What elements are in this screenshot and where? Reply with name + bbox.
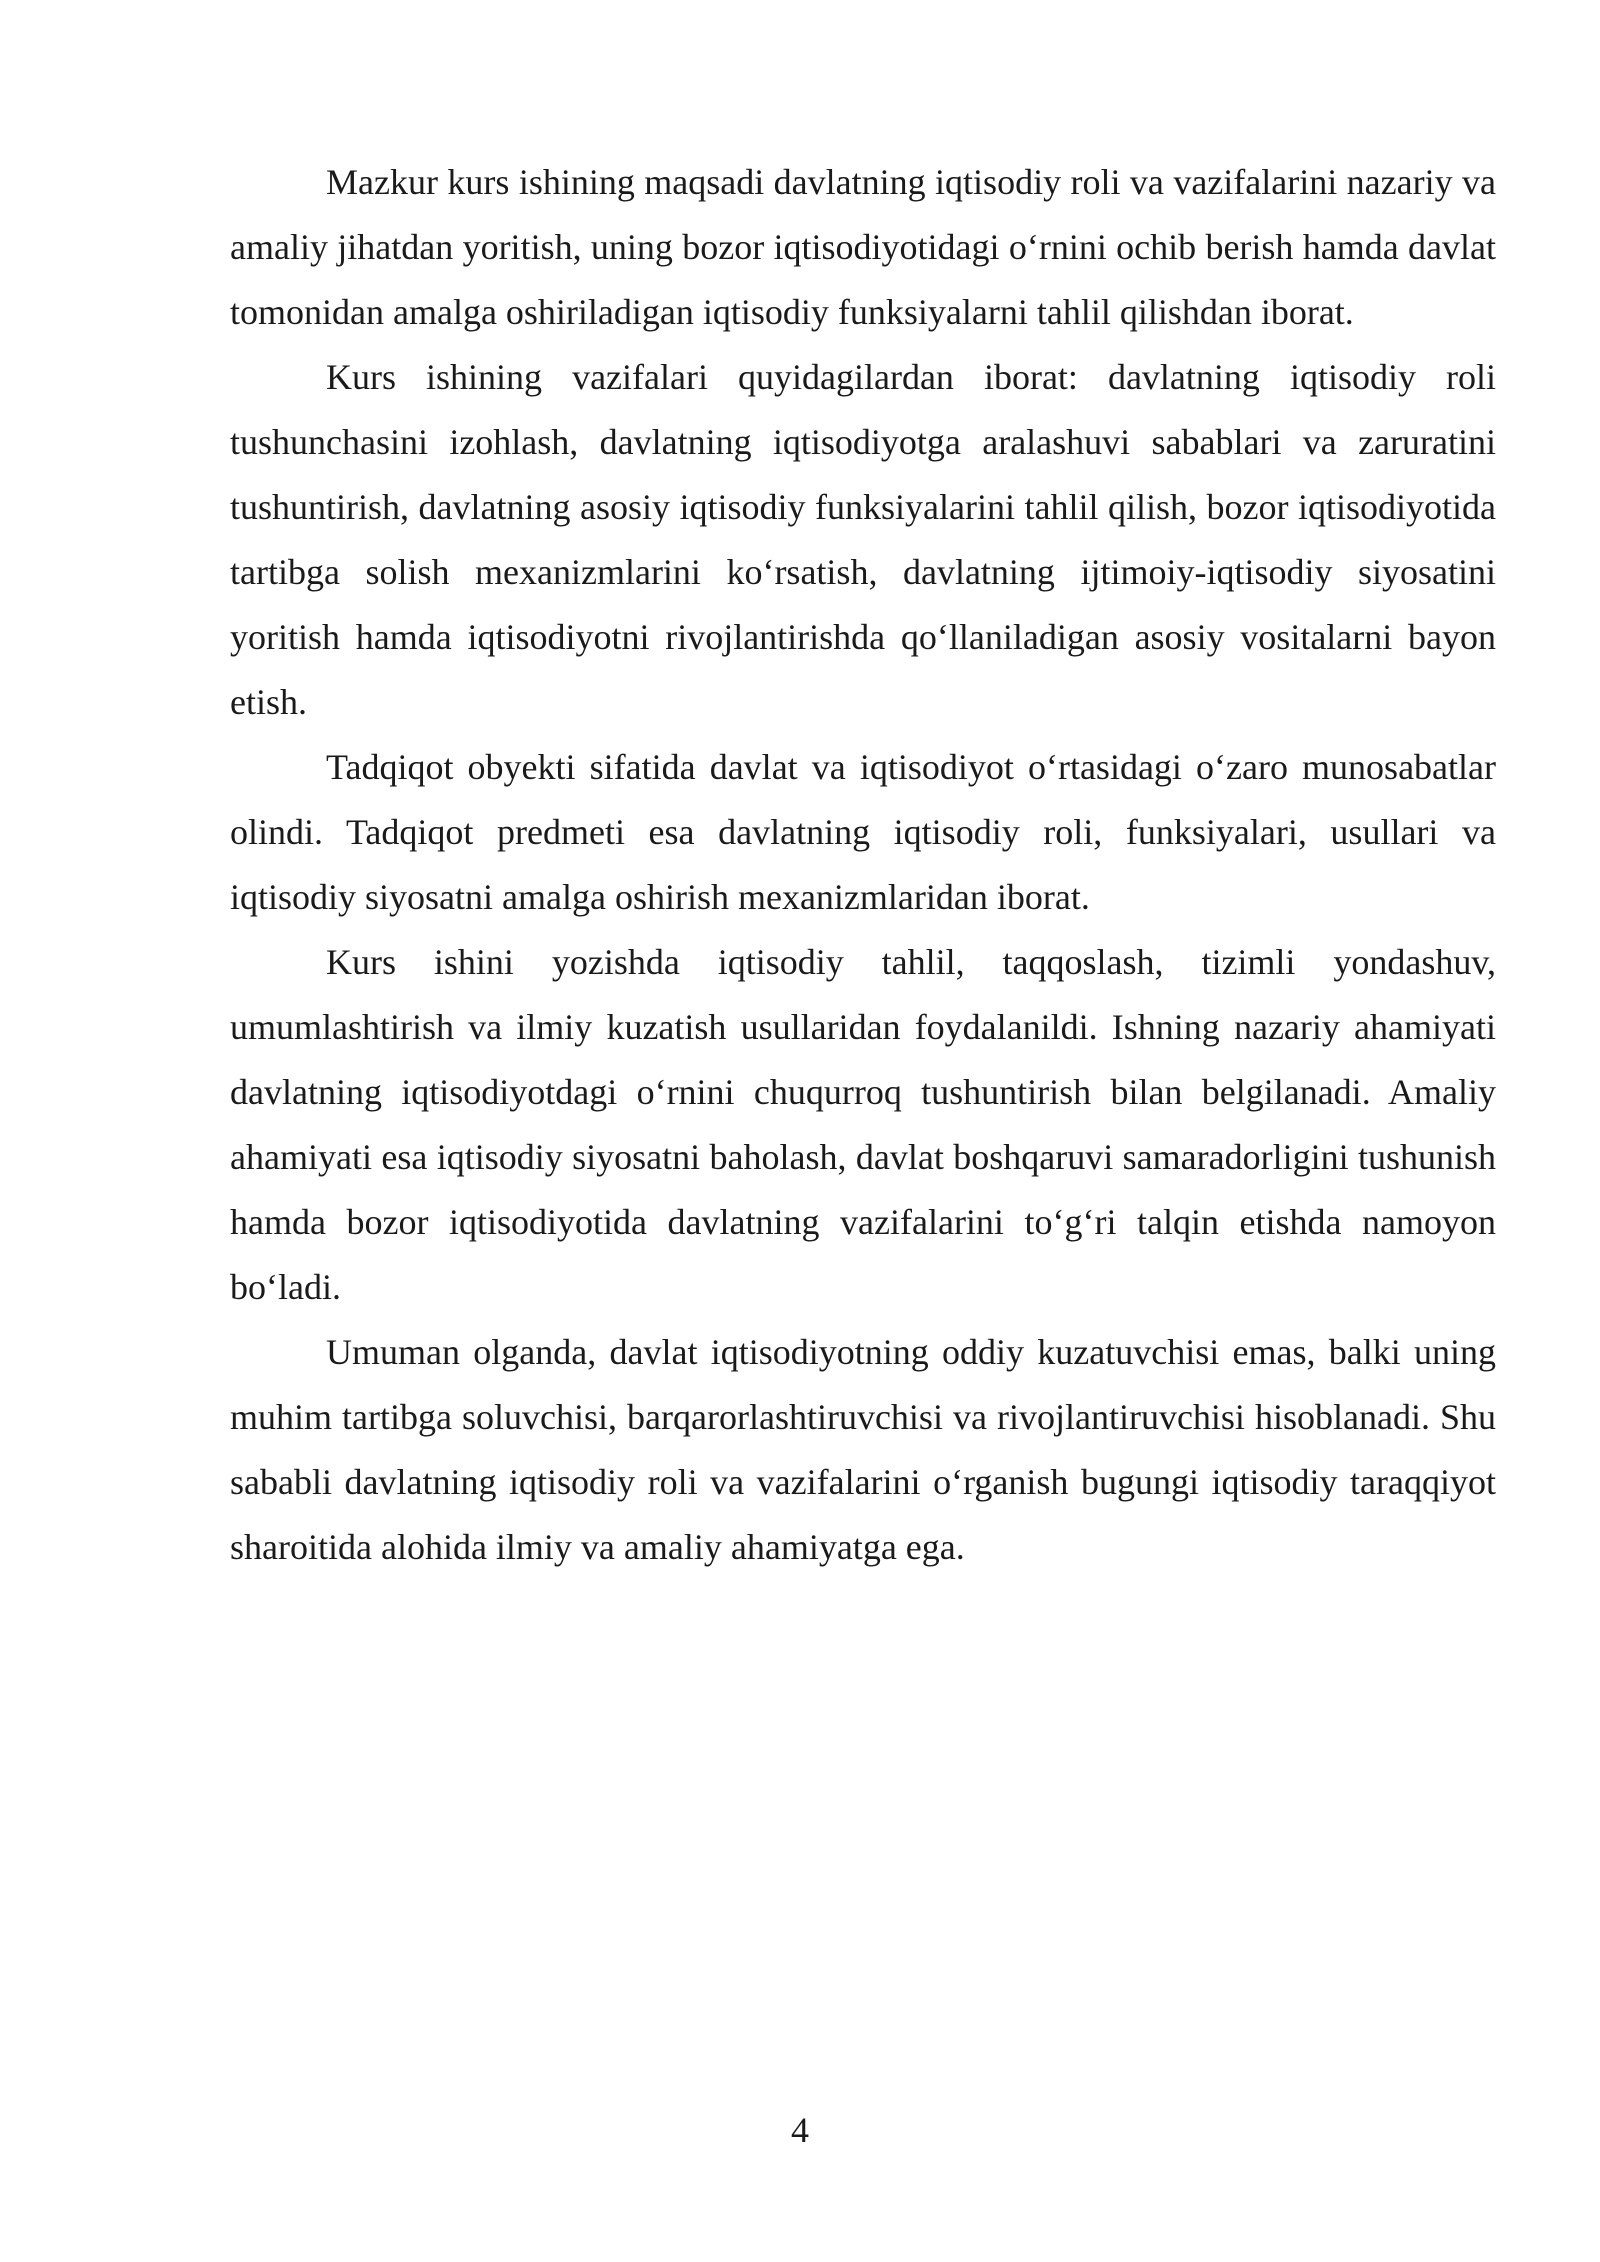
paragraph-methods-significance: Kurs ishini yozishda iqtisodiy tahlil, taqqoslash, tizimli yondashuv, umumlashtirish va ilmiy kuzatish usullaridan foydalanildi. Ishning nazariy ahamiyati davlatning iqtisodiyotdagi o‘rnini chuqurroq tushuntirish bilan belgilanadi. Amaliy ahamiyati esa iqtisodiy siyosatni baholash, davlat boshqaruvi samaradorligini tushunish hamda bozor iqtisodiyotida davlatning vazifalarini to‘g‘ri talqin etishda namoyon bo‘ladi. [230, 942, 1496, 1307]
body-text [230, 150, 1496, 1580]
paragraph-tasks: Kurs ishining vazifalari quyidagilardan iborat: davlatning iqtisodiy roli tushunchasini izohlash, davlatning iqtisodiyotga aralashuvi sabablari va zaruratini tushuntirish, davlatning asosiy iqtisodiy funksiyalarini tahlil qilish, bozor iqtisodiyotida tartibga solish mexanizmlarini ko‘rsatish, davlatning ijtimoiy-iqtisodiy siyosatini yoritish hamda iqtisodiyotni rivojlantirishda qo‘llaniladigan asosiy vositalarni bayon etish. [230, 357, 1496, 722]
paragraph-purpose: Mazkur kurs ishining maqsadi davlatning iqtisodiy roli va vazifalarini nazariy va amaliy jihatdan yoritish, uning bozor iqtisodiyotidagi o‘rnini ochib berish hamda davlat tomonidan amalga oshiriladigan iqtisodiy funksiyalarni tahlil qilishdan iborat. [230, 162, 1496, 332]
paragraph-object-subject: Tadqiqot obyekti sifatida davlat va iqtisodiyot o‘rtasidagi o‘zaro munosabatlar olindi. Tadqiqot predmeti esa davlatning iqtisodiy roli, funksiyalari, usullari va iqtisodiy siyosatni amalga oshirish mexanizmlaridan iborat. [230, 747, 1496, 917]
paragraph-conclusion: Umuman olganda, davlat iqtisodiyotning oddiy kuzatuvchisi emas, balki uning muhim tartibga soluvchisi, barqarorlashtiruvchisi va rivojlantiruvchisi hisoblanadi. Shu sababli davlatning iqtisodiy roli va vazifalarini o‘rganish bugungi iqtisodiy taraqqiyot sharoitida alohida ilmiy va amaliy ahamiyatga ega. [230, 1332, 1496, 1567]
page-number: 4 [791, 2110, 809, 2150]
